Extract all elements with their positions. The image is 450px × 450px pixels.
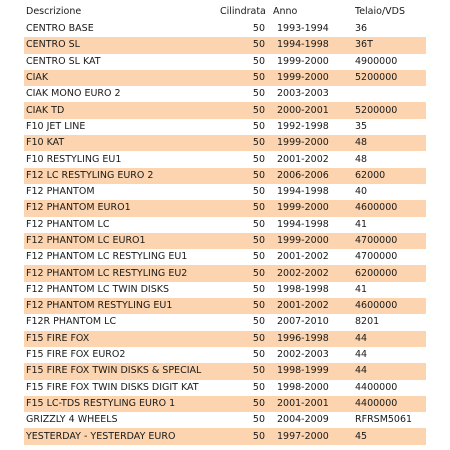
cell-telaio: 4900000	[355, 55, 398, 67]
cell-descrizione: F15 LC-TDS RESTYLING EURO 1	[24, 396, 218, 412]
cell-descrizione: GRIZZLY 4 WHEELS	[26, 414, 118, 426]
cell-anno: 1998-1998	[277, 283, 329, 295]
cell-telaio: 35	[355, 120, 368, 132]
table-row	[24, 184, 426, 200]
models-table-container	[24, 3, 426, 445]
cell-anno: 2001-2001	[271, 396, 347, 412]
cell-telaio: 6200000	[347, 265, 426, 281]
header-anno: Anno	[273, 6, 298, 17]
cell-anno: 1998-2000	[277, 381, 329, 393]
cell-anno: 1999-2000	[271, 135, 347, 151]
cell-telaio: 4700000	[355, 251, 398, 263]
cell-anno: 2007-2010	[277, 316, 329, 328]
table-row	[24, 265, 426, 281]
cell-telaio: 44	[347, 363, 426, 379]
cell-anno: 1993-1994	[277, 23, 329, 35]
cell-cilindrata: 50	[218, 37, 271, 53]
cell-cilindrata: 50	[218, 298, 271, 314]
cell-descrizione: F12 PHANTOM RESTYLING EU1	[24, 298, 218, 314]
table-row	[24, 168, 426, 184]
header-row	[24, 3, 426, 21]
cell-descrizione: F10 RESTYLING EU1	[26, 153, 122, 165]
table-row	[24, 135, 426, 151]
table-row	[24, 396, 426, 412]
header-telaio: Telaio/VDS	[355, 6, 405, 17]
cell-anno: 1996-1998	[271, 331, 347, 347]
table-row	[24, 217, 426, 233]
cell-descrizione: CIAK	[24, 70, 218, 86]
cell-descrizione: F12 PHANTOM LC RESTYLING EU1	[26, 251, 188, 263]
cell-descrizione: F10 KAT	[24, 135, 218, 151]
cell-cilindrata: 50	[218, 428, 271, 444]
cell-telaio: 48	[347, 135, 426, 151]
cell-cilindrata: 50	[218, 102, 271, 118]
table-row	[24, 282, 426, 298]
cell-cilindrata: 50	[218, 135, 271, 151]
cell-telaio: 48	[355, 153, 368, 165]
cell-anno: 2002-2002	[271, 265, 347, 281]
cell-descrizione: F12 PHANTOM EURO1	[24, 200, 218, 216]
cell-cilindrata: 50	[252, 316, 265, 328]
cell-anno: 1998-1999	[271, 363, 347, 379]
cell-cilindrata: 50	[252, 283, 265, 295]
cell-telaio: 36	[355, 23, 368, 35]
cell-anno: 2001-2002	[277, 153, 329, 165]
cell-cilindrata: 50	[252, 381, 265, 393]
cell-telaio: 44	[355, 349, 368, 361]
cell-descrizione: F15 FIRE FOX EURO2	[26, 349, 126, 361]
cell-telaio: 45	[347, 428, 426, 444]
models-table	[24, 3, 426, 445]
cell-descrizione: CENTRO BASE	[26, 23, 94, 35]
cell-telaio: 4400000	[347, 396, 426, 412]
cell-cilindrata: 50	[252, 218, 265, 230]
cell-telaio: RFRSM5061	[355, 414, 413, 426]
cell-cilindrata: 50	[252, 414, 265, 426]
table-row	[24, 363, 426, 379]
cell-descrizione: YESTERDAY - YESTERDAY EURO	[24, 428, 218, 444]
table-row	[24, 102, 426, 118]
cell-cilindrata: 50	[252, 349, 265, 361]
cell-anno: 2003-2003	[277, 88, 329, 100]
table-row	[24, 151, 426, 167]
cell-cilindrata: 50	[218, 331, 271, 347]
cell-anno: 1999-2000	[271, 233, 347, 249]
cell-cilindrata: 50	[252, 251, 265, 263]
cell-descrizione: F12 PHANTOM LC RESTYLING EU2	[24, 265, 218, 281]
table-row	[24, 21, 426, 37]
cell-cilindrata: 50	[218, 70, 271, 86]
cell-anno: 2001-2002	[271, 298, 347, 314]
cell-cilindrata: 50	[218, 168, 271, 184]
cell-descrizione: F15 FIRE FOX	[24, 331, 218, 347]
cell-anno: 1992-1998	[277, 120, 329, 132]
table-row	[24, 54, 426, 70]
cell-telaio: 8201	[355, 316, 380, 328]
cell-anno: 1999-2000	[271, 200, 347, 216]
cell-anno: 1994-1998	[277, 186, 329, 198]
cell-telaio: 40	[355, 186, 368, 198]
table-row	[24, 380, 426, 396]
cell-cilindrata: 50	[252, 153, 265, 165]
cell-descrizione: F10 JET LINE	[26, 120, 86, 132]
table-row	[24, 37, 426, 53]
cell-descrizione: CIAK MONO EURO 2	[26, 88, 121, 100]
cell-cilindrata: 50	[252, 186, 265, 198]
cell-descrizione: CENTRO SL	[24, 37, 218, 53]
cell-anno: 1994-1998	[271, 37, 347, 53]
table-row	[24, 233, 426, 249]
cell-telaio: 44	[347, 331, 426, 347]
cell-telaio: 41	[355, 283, 368, 295]
table-row	[24, 331, 426, 347]
cell-anno: 1997-2000	[271, 428, 347, 444]
cell-telaio: 62000	[347, 168, 426, 184]
cell-cilindrata: 50	[218, 233, 271, 249]
cell-telaio: 5200000	[347, 102, 426, 118]
table-row	[24, 119, 426, 135]
cell-anno: 2000-2001	[271, 102, 347, 118]
header-cilindrata: Cilindrata	[220, 6, 266, 17]
cell-cilindrata: 50	[252, 23, 265, 35]
table-row	[24, 298, 426, 314]
cell-cilindrata: 50	[252, 120, 265, 132]
cell-anno: 2004-2009	[277, 414, 329, 426]
cell-telaio: 4600000	[347, 200, 426, 216]
cell-telaio: 36T	[347, 37, 426, 53]
cell-anno: 1999-2000	[277, 55, 329, 67]
table-row	[24, 249, 426, 265]
cell-descrizione: F12R PHANTOM LC	[26, 316, 117, 328]
cell-anno: 1994-1998	[277, 218, 329, 230]
cell-descrizione: F12 PHANTOM LC TWIN DISKS	[26, 283, 170, 295]
table-row	[24, 314, 426, 330]
cell-descrizione: CENTRO SL KAT	[26, 55, 101, 67]
cell-anno: 2006-2006	[271, 168, 347, 184]
cell-telaio: 4400000	[355, 381, 398, 393]
cell-descrizione: F12 PHANTOM LC	[26, 218, 110, 230]
cell-anno: 2002-2003	[277, 349, 329, 361]
cell-descrizione: F15 FIRE FOX TWIN DISKS & SPECIAL	[24, 363, 218, 379]
cell-telaio: 4700000	[347, 233, 426, 249]
cell-cilindrata: 50	[218, 265, 271, 281]
cell-descrizione: F12 PHANTOM LC EURO1	[24, 233, 218, 249]
table-row	[24, 86, 426, 102]
cell-cilindrata: 50	[218, 200, 271, 216]
cell-anno: 1999-2000	[271, 70, 347, 86]
cell-descrizione: F12 PHANTOM	[26, 186, 95, 198]
table-row	[24, 428, 426, 444]
cell-descrizione: F15 FIRE FOX TWIN DISKS DIGIT KAT	[26, 381, 199, 393]
cell-cilindrata: 50	[252, 88, 265, 100]
cell-cilindrata: 50	[218, 396, 271, 412]
cell-cilindrata: 50	[252, 55, 265, 67]
table-body	[24, 21, 426, 445]
cell-telaio: 5200000	[347, 70, 426, 86]
cell-telaio	[347, 86, 426, 102]
cell-telaio: 4600000	[347, 298, 426, 314]
table-row	[24, 412, 426, 428]
cell-descrizione: F12 LC RESTYLING EURO 2	[24, 168, 218, 184]
table-row	[24, 70, 426, 86]
table-row	[24, 200, 426, 216]
table-header	[24, 3, 426, 21]
header-descrizione: Descrizione	[26, 6, 82, 17]
cell-telaio: 41	[355, 218, 368, 230]
cell-descrizione: CIAK TD	[24, 102, 218, 118]
cell-cilindrata: 50	[218, 363, 271, 379]
table-row	[24, 347, 426, 363]
cell-anno: 2001-2002	[277, 251, 329, 263]
